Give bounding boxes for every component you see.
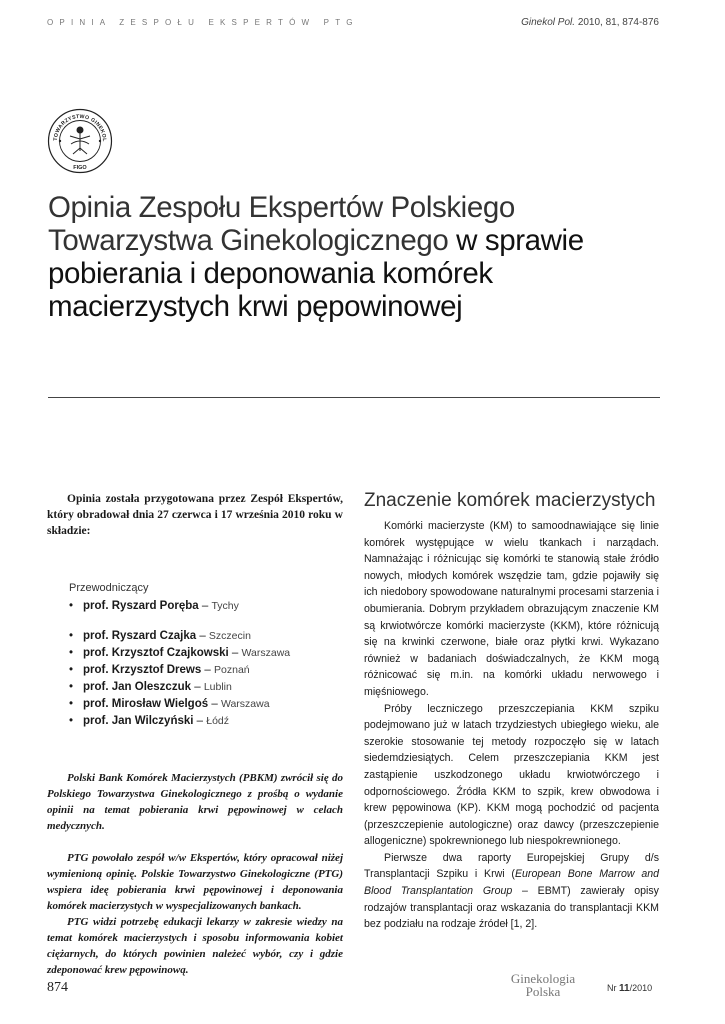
issue-number: Nr 11/2010 bbox=[607, 983, 653, 994]
expert-list bbox=[47, 598, 343, 730]
body-paragraph: Pierwsze dwa raporty Europejskiej Grupy d/s Transplantacji Szpiku i Krwi (European Bone Marrow and Blood Transplantation Group – EBMT) zawierały opisy rodzajów transplantacji oraz wskazania do transplantacji KKM bez podziału na rodzaje źródeł [1, 2]. bbox=[364, 851, 659, 931]
body-paragraph: Komórki macierzyste (KM) to samoodnawiające się linie komórek występujące w wielu tkankach i narządach. Namnażając i różnicując się komórki te stanowią stałe źródło nowych, młodych komórek wszędzie tam, gdzie pojawiły się ich niedobory spowodowane naturalnymi procesami starzenia i obumierania. Dobrym przykładem obrazującym znaczenie KM są krwiotwórcze komórki macierzyste (KKM), które różnicują się na krwinki czerwone, białe oraz płytki krwi. Wykazano również w badaniach doświadczalnych, że KKM mogą różnicować się m.in. na komórki układu nerwowego i mięśniowego. bbox=[364, 520, 659, 698]
list-item: • prof. Ryszard Czajka – Szczecin bbox=[69, 629, 251, 642]
seal-text: TOWARZYSTWO GINEKOL bbox=[52, 113, 108, 142]
seal-icon bbox=[47, 108, 113, 174]
society-seal-logo bbox=[47, 108, 113, 174]
list-item: • prof. Krzysztof Czajkowski – Warszawa bbox=[69, 646, 291, 659]
journal-reference bbox=[521, 17, 659, 28]
title-part-1: Opinia Zespołu Ekspertów Polskiego Towarzystwa Ginekologicznego bbox=[48, 191, 515, 257]
running-head: OPINIA ZESPOŁU EKSPERTÓW PTG bbox=[47, 18, 359, 27]
article-title bbox=[48, 191, 668, 323]
journal-name: Ginekol Pol. bbox=[521, 17, 576, 28]
page-number: 874 bbox=[47, 980, 68, 995]
italic-paragraph: Polski Bank Komórek Macierzystych (PBKM) zwrócił się do Polskiego Towarzystwa Ginekologicznego z prośbą o wydanie opinii na temat pobierania krwi pępowinowej w celach medycznych. bbox=[47, 771, 343, 832]
seal-bottom-text: FIGO bbox=[73, 165, 87, 171]
logo-line-1: Ginekologia bbox=[510, 971, 576, 986]
italic-term: European Bone Marrow and Blood Transplantation Group bbox=[364, 868, 659, 898]
intro-paragraph: Opinia została przygotowana przez Zespół Ekspertów, który obradował dnia 27 czerwca i 17 września 2010 roku w składzie: bbox=[47, 493, 343, 538]
right-column bbox=[364, 490, 659, 933]
body-paragraph: Próby leczniczego przeszczepiania KKM szpiku podejmowano już w latach trzydziestych ubiegłego wieku, ale szerokie stosowanie tej metody rozpoczęło się w latach siedemdziesiątych. Celem przeszczepiania KKM jest zastąpienie uszkodzonego układu krwiotwórczego i odpornościowego. Źródła KKM to szpik, krew obwodowa i krew pępowinowa (KP). KKM mogą pochodzić od pacjenta (przeszczepienie autologiczne) oraz dawcy (przeszczepienie allogeniczne) spokrewnionego lub niespokrewnionego. bbox=[364, 702, 659, 848]
journal-logo bbox=[506, 972, 580, 998]
svg-text:POLSKIE TOWARZYSTWO GINEKOLOGI bbox=[47, 108, 107, 142]
logo-line-2: Polska bbox=[525, 984, 561, 999]
list-item: • prof. Krzysztof Drews – Poznań bbox=[69, 663, 250, 676]
italic-paragraph: PTG widzi potrzebę edukacji lekarzy w zakresie wiedzy na temat komórek macierzystych i sposobu informowania kobiet ciężarnych, do których powinien należeć wybór, czy i gdzie zdeponować krew pępowinową. bbox=[47, 915, 343, 976]
title-part-2: w sprawie pobierania i deponowania komórek macierzystych krwi pępowinowej bbox=[48, 224, 584, 323]
list-item: • prof. Ryszard Poręba – Tychy bbox=[69, 599, 239, 612]
title-divider bbox=[48, 397, 660, 398]
journal-citation: 2010, 81, 874-876 bbox=[577, 17, 659, 28]
chair-label: Przewodniczący bbox=[69, 581, 149, 594]
left-column bbox=[47, 491, 343, 978]
section-heading: Znaczenie komórek macierzystych bbox=[364, 490, 656, 511]
italic-paragraph: PTG powołało zespół w/w Ekspertów, który opracował niżej wymienioną opinię. Polskie Towarzystwo Ginekologiczne (PTG) wspiera ideę pobierania krwi pępowinowej i deponowania komórek macierzystych w wyspecjalizowanych bankach. bbox=[47, 851, 343, 912]
list-item: • prof. Jan Oleszczuk – Lublin bbox=[69, 680, 232, 693]
list-item: • prof. Mirosław Wielgoś – Warszawa bbox=[69, 697, 270, 710]
list-item: • prof. Jan Wilczyński – Łódź bbox=[69, 714, 230, 727]
